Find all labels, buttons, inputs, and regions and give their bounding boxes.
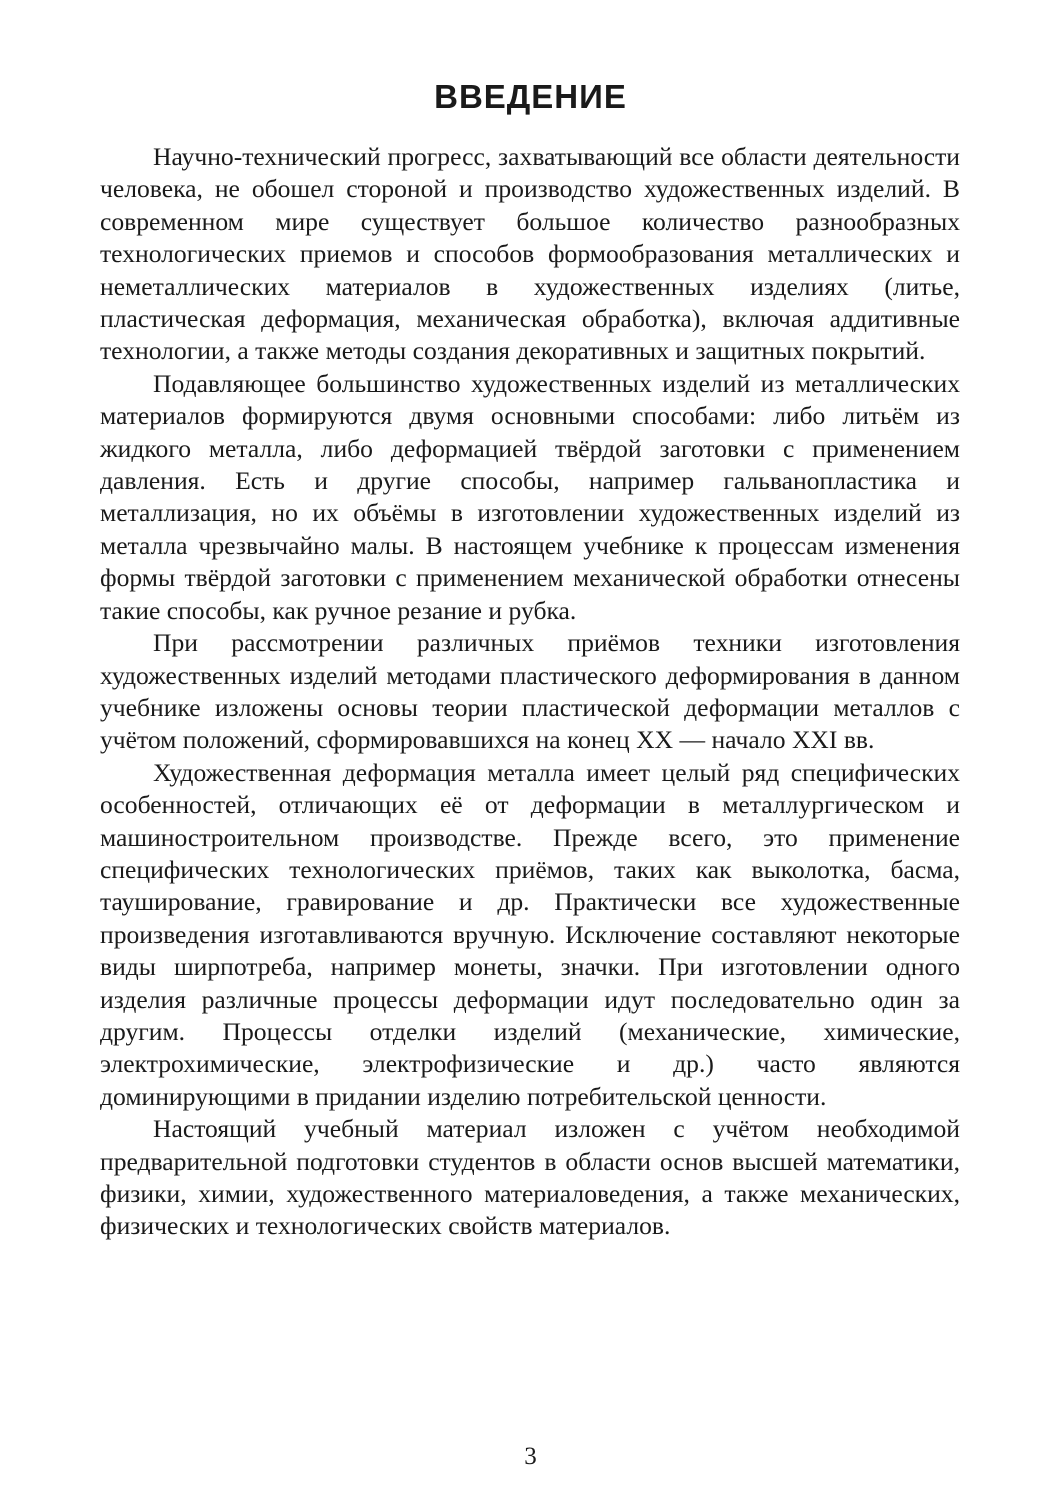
page-number: 3 (524, 1443, 537, 1470)
page-title: ВВЕДЕНИЕ (434, 78, 627, 115)
paragraph: Настоящий учебный материал изложен с учётом необходимой предварительной подготовки студентов в области основ высшей математики, физики, химии, художественного материаловедения, а также механических, физических и технологических свойств материалов. (100, 1114, 960, 1241)
paragraph: Художественная деформация металла имеет целый ряд специфических особенностей, отличающих её от деформации в металлургическом и машиностроительном производстве. Прежде всего, это применение специфических технологических приёмов, таких как выколотка, басма, таушированиe, гравирование и др. Практически все художественные произведения изготавливаются вручную. Исключение составляют некоторые виды ширпотреба, например монеты, значки. При изготовлении одного изделия различные процессы деформации идут последовательно один за другим. Процессы отделки изделий (механические, химические, электрохимические, электрофизические и др.) часто являются доминирующими в придании изделию потребительской ценности. (100, 757, 960, 1111)
body-text (100, 141, 960, 1243)
paragraph: Подавляющее большинство художественных изделий из металлических материалов формируются двумя основными способами: либо литьём из жидкого металла, либо деформацией твёрдой заготовки с применением давления. Есть и другие способы, например гальванопластика и металлизация, но их объёмы в изготовлении художественных изделий из металла чрезвычайно малы. В настоящем учебнике к процессам изменения формы твёрдой заготовки с применением механической обработки отнесены такие способы, как ручное резание и рубка. (100, 368, 960, 625)
paragraph: Научно-технический прогресс, захватывающий все области деятельности человека, не обошел стороной и производство художественных изделий. В современном мире существует большое количество разнообразных технологических приемов и способов формообразования металлических и неметаллических материалов в художественных изделиях (литье, пластическая деформация, механическая обработка), включая аддитивные технологии, а также методы создания декоративных и защитных покрытий. (100, 142, 960, 366)
paragraph: При рассмотрении различных приёмов техники изготовления художественных изделий методами пластического деформирования в данном учебнике изложены основы теории пластической деформации металлов с учётом положений, сформировавшихся на конец XX — начало XXI вв. (100, 628, 960, 755)
